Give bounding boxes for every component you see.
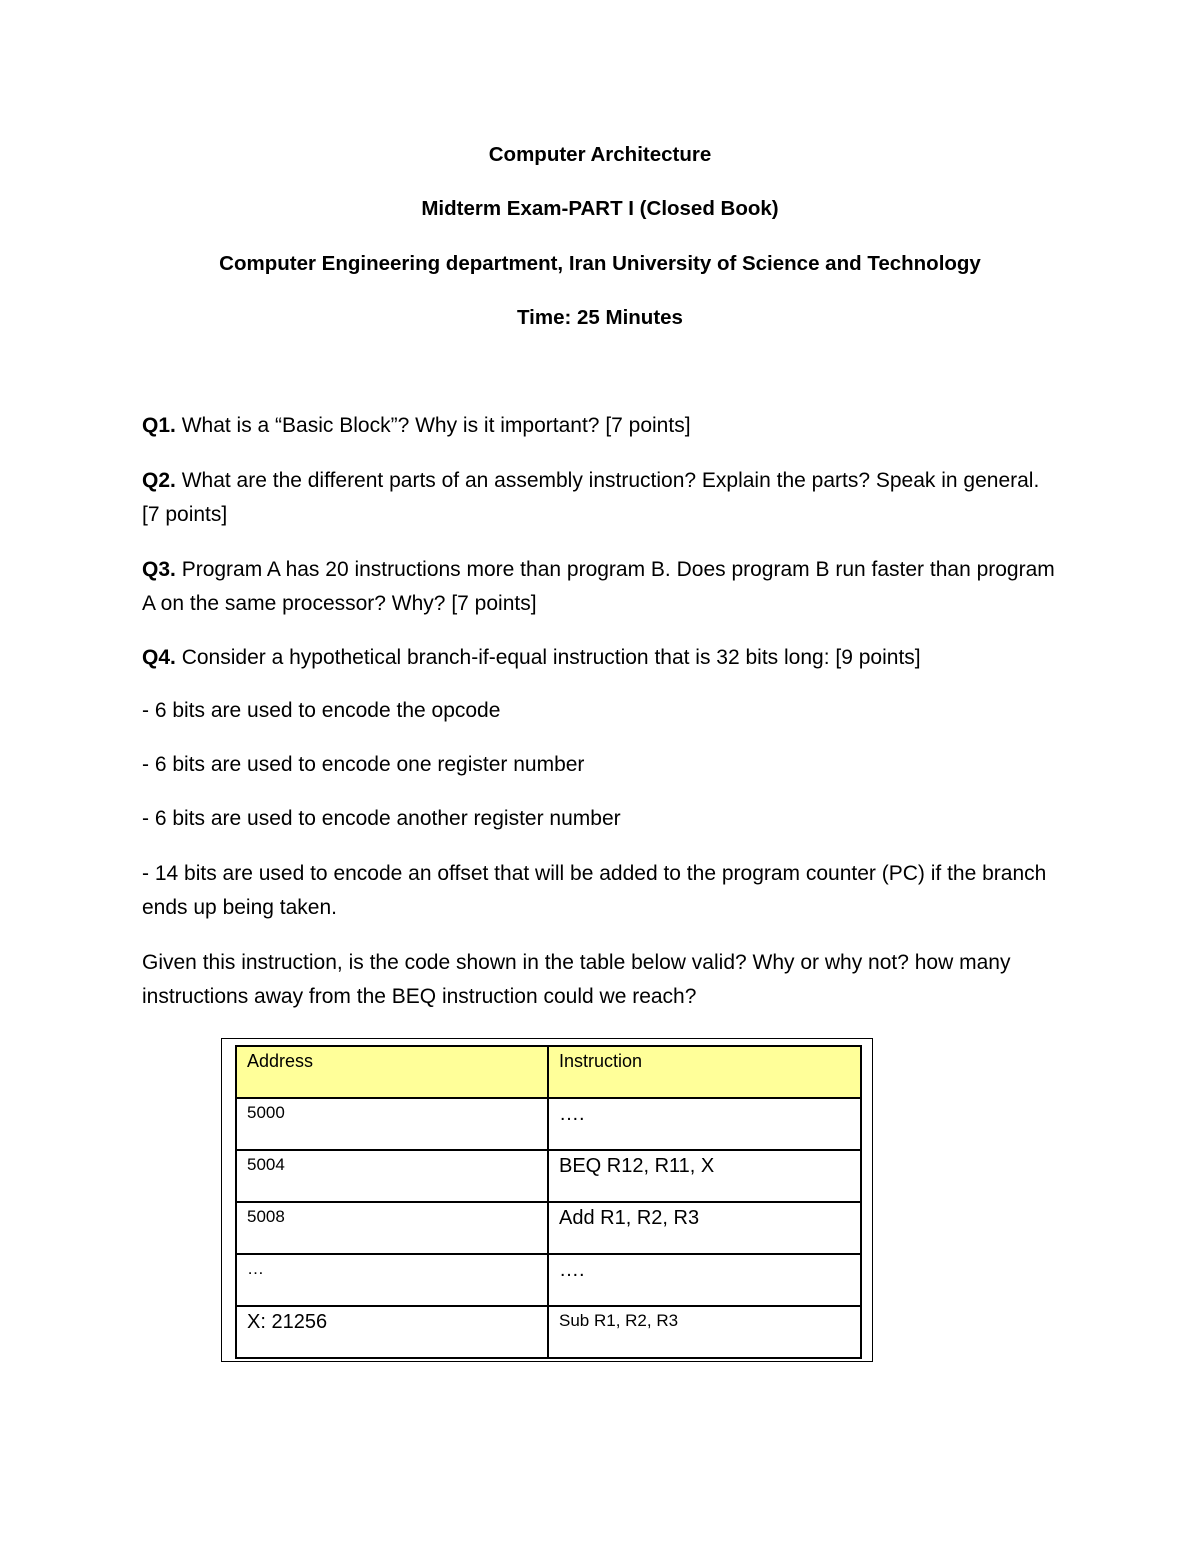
department-line: Computer Engineering department, Iran University of Science and Technology <box>219 252 981 275</box>
question-label: Q2. <box>142 469 176 492</box>
table-row <box>236 1150 861 1202</box>
instruction-cell: Sub R1, R2, R3 <box>548 1306 861 1358</box>
question-1 <box>142 409 1062 443</box>
address-cell: 5004 <box>236 1150 548 1202</box>
instruction-cell: …. <box>548 1254 861 1306</box>
address-cell: 5000 <box>236 1098 548 1150</box>
bullet-register-two: - 6 bits are used to encode another register number <box>142 807 621 830</box>
question-text: What is a “Basic Block”? Why is it important? [7 points] <box>175 414 691 437</box>
exam-title: Midterm Exam-PART I (Closed Book) <box>421 197 779 220</box>
table-row <box>236 1202 861 1254</box>
question-text: Program A has 20 instructions more than program B. Does program B run faster than program A on the same processor? Why? [7 points] <box>142 558 1055 615</box>
question-2 <box>142 464 1062 532</box>
question-label: Q3. <box>142 558 176 581</box>
course-title: Computer Architecture <box>488 143 712 166</box>
question-label: Q4. <box>142 646 176 669</box>
question-4 <box>142 641 1062 675</box>
instruction-cell: BEQ R12, R11, X <box>548 1150 861 1202</box>
bullet-register-one: - 6 bits are used to encode one register number <box>142 753 585 776</box>
address-cell: X: 21256 <box>236 1306 548 1358</box>
header-instruction: Instruction <box>548 1046 861 1098</box>
question-label: Q1. <box>142 414 176 437</box>
question-text: Consider a hypothetical branch-if-equal instruction that is 32 bits long: [9 points] <box>175 646 921 669</box>
table-row <box>236 1098 861 1150</box>
address-cell: … <box>236 1254 548 1306</box>
header-address: Address <box>236 1046 548 1098</box>
bullet-opcode: - 6 bits are used to encode the opcode <box>142 699 501 722</box>
table-prompt: Given this instruction, is the code shown in the table below valid? Why or why not? how many instructions away from the BEQ instruction could we reach? <box>142 951 1011 1008</box>
question-3 <box>142 553 1062 621</box>
table-row <box>236 1254 861 1306</box>
question-text: What are the different parts of an assembly instruction? Explain the parts? Speak in general. [7 points] <box>142 469 1040 526</box>
instruction-cell: …. <box>548 1098 861 1150</box>
bullet-offset: - 14 bits are used to encode an offset that will be added to the program counter (PC) if the branch ends up being taken. <box>142 862 1047 919</box>
instruction-cell: Add R1, R2, R3 <box>548 1202 861 1254</box>
code-table <box>235 1045 862 1359</box>
table-header-row <box>236 1046 861 1098</box>
table-row <box>236 1306 861 1358</box>
address-cell: 5008 <box>236 1202 548 1254</box>
time-limit: Time: 25 Minutes <box>517 306 683 329</box>
